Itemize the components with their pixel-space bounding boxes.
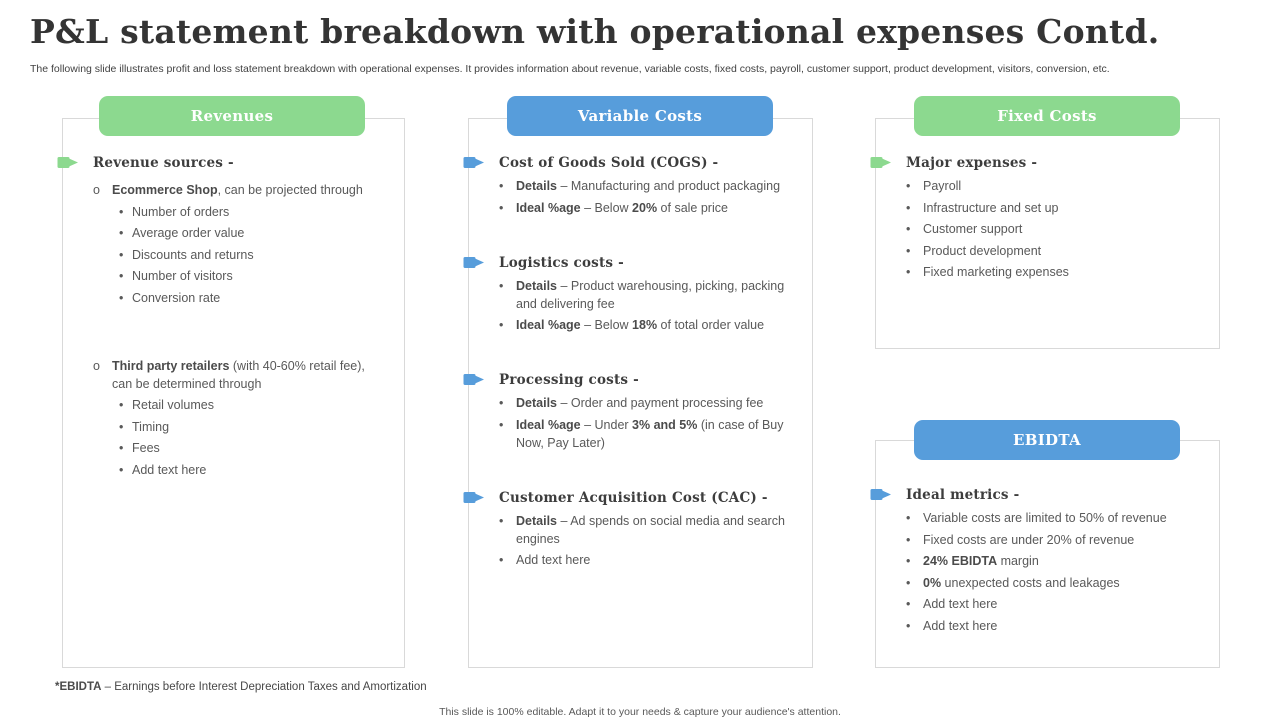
section-ideal-metrics bbox=[906, 487, 1197, 635]
list-item-text: Conversion rate bbox=[132, 290, 221, 305]
list-item bbox=[499, 277, 790, 313]
section-revenue-sources bbox=[93, 155, 382, 479]
bullet-marker: • bbox=[906, 179, 911, 193]
list-item bbox=[906, 220, 1197, 238]
list-item bbox=[906, 531, 1197, 549]
bullet-marker: • bbox=[119, 419, 124, 434]
arrow-marker-icon bbox=[870, 487, 893, 502]
list-item bbox=[119, 224, 382, 242]
section-heading: Processing costs - bbox=[499, 372, 639, 388]
panel-variable-costs-content bbox=[469, 119, 812, 667]
list-item-text: Details – Manufacturing and product packaging bbox=[516, 179, 781, 193]
section-major-expenses bbox=[906, 155, 1197, 281]
list-item bbox=[499, 512, 790, 548]
list-item-text: Infrastructure and set up bbox=[923, 200, 1059, 215]
bullet-list bbox=[499, 177, 790, 217]
bullet-marker: • bbox=[119, 269, 124, 283]
footnote-text: – Earnings before Interest Depreciation Taxes and Amortization bbox=[101, 681, 427, 693]
circle-marker: o bbox=[93, 358, 100, 373]
bullet-marker: • bbox=[906, 618, 911, 633]
list-item bbox=[119, 396, 382, 414]
revenue-group-third-party bbox=[93, 357, 382, 479]
list-item bbox=[119, 246, 382, 264]
list-item-text: Average order value bbox=[132, 226, 245, 240]
panel-ebidta-content bbox=[876, 441, 1219, 667]
list-item-text: Ideal %age – Under 3% and 5% (in case of Buy Now, Pay Later) bbox=[516, 417, 784, 450]
circle-marker: o bbox=[93, 183, 100, 197]
list-item-text: Number of orders bbox=[132, 204, 230, 219]
arrow-marker-icon bbox=[463, 372, 486, 387]
bullet-marker: • bbox=[906, 554, 911, 568]
section-heading: Major expenses - bbox=[906, 155, 1038, 171]
bullet-marker: • bbox=[499, 200, 504, 215]
list-item-text: Details – Product warehousing, picking, packing and delivering fee bbox=[516, 278, 785, 311]
list-item-text: Customer support bbox=[923, 222, 1023, 236]
list-item bbox=[499, 551, 790, 569]
bullet-marker: • bbox=[119, 398, 124, 412]
list-item-text: 24% EBIDTA margin bbox=[923, 554, 1039, 568]
section-heading: Customer Acquisition Cost (CAC) - bbox=[499, 489, 768, 506]
section-cogs bbox=[499, 155, 790, 217]
panel-ebidta bbox=[875, 440, 1220, 668]
bullet-list bbox=[499, 512, 790, 570]
list-item-text: Ideal %age – Below 20% of sale price bbox=[516, 200, 728, 215]
revenue-group-ecommerce bbox=[93, 181, 382, 307]
group-lead bbox=[93, 357, 382, 393]
list-item-text: Timing bbox=[132, 419, 170, 434]
bullet-marker: • bbox=[119, 441, 124, 455]
list-item-text: Retail volumes bbox=[132, 398, 214, 412]
bullet-list bbox=[906, 509, 1197, 635]
panel-fixed-costs-content bbox=[876, 119, 1219, 348]
group-lead-text: Third party retailers (with 40-60% retail fee), can be determined through bbox=[112, 358, 365, 391]
arrow-marker-icon bbox=[870, 155, 893, 170]
bullet-list bbox=[119, 396, 382, 479]
list-item bbox=[499, 416, 790, 452]
bullet-marker: • bbox=[906, 532, 911, 547]
panel-revenues bbox=[62, 118, 405, 668]
list-item bbox=[499, 394, 790, 412]
arrow-marker-icon bbox=[463, 155, 486, 170]
list-item-text: Add text here bbox=[132, 462, 207, 477]
list-item bbox=[906, 552, 1197, 570]
list-item-text: Add text here bbox=[923, 618, 998, 633]
list-item bbox=[906, 199, 1197, 217]
bullet-marker: • bbox=[499, 278, 504, 293]
bullet-marker: • bbox=[499, 179, 504, 193]
list-item-text: Details – Ad spends on social media and search engines bbox=[516, 513, 785, 546]
list-item bbox=[906, 263, 1197, 281]
list-item bbox=[906, 617, 1197, 635]
list-item-text: Add text here bbox=[516, 553, 591, 567]
section-heading: Cost of Goods Sold (COGS) - bbox=[499, 155, 719, 171]
section-processing bbox=[499, 372, 790, 452]
footnote-term: *EBIDTA bbox=[55, 681, 102, 693]
editable-note: This slide is 100% editable. Adapt it to your needs & capture your audience's attention. bbox=[439, 706, 841, 718]
list-item-text: Product development bbox=[923, 243, 1042, 258]
bullet-marker: • bbox=[499, 513, 504, 528]
list-item bbox=[906, 242, 1197, 260]
bullet-list bbox=[119, 203, 382, 307]
section-logistics bbox=[499, 255, 790, 335]
list-item bbox=[119, 418, 382, 436]
list-item-text: Payroll bbox=[923, 179, 962, 193]
arrow-marker-icon bbox=[463, 490, 486, 505]
bullet-marker: • bbox=[119, 226, 124, 240]
list-item bbox=[499, 316, 790, 334]
list-item-text: Fees bbox=[132, 441, 160, 455]
list-item-text: Discounts and returns bbox=[132, 247, 254, 262]
bullet-marker: • bbox=[119, 462, 124, 477]
panel-revenues-content bbox=[63, 119, 404, 667]
list-item bbox=[499, 177, 790, 195]
list-item bbox=[499, 199, 790, 217]
section-heading: Revenue sources - bbox=[93, 155, 234, 171]
group-lead-text: Ecommerce Shop, can be projected through bbox=[112, 183, 363, 197]
section-heading: Logistics costs - bbox=[499, 254, 624, 271]
section-cac bbox=[499, 490, 790, 570]
list-item bbox=[119, 289, 382, 307]
bullet-marker: • bbox=[906, 243, 911, 258]
list-item-text: Variable costs are limited to 50% of revenue bbox=[923, 511, 1167, 525]
bullet-marker: • bbox=[906, 597, 911, 611]
panel-fixed-costs bbox=[875, 118, 1220, 349]
bullet-marker: • bbox=[906, 265, 911, 279]
bullet-list bbox=[499, 394, 790, 452]
arrow-marker-icon bbox=[57, 155, 80, 170]
list-item-text: Details – Order and payment processing fee bbox=[516, 396, 764, 410]
footnote bbox=[55, 681, 427, 693]
list-item-text: Fixed marketing expenses bbox=[923, 265, 1069, 279]
list-item bbox=[906, 509, 1197, 527]
list-item bbox=[119, 267, 382, 285]
list-item bbox=[119, 203, 382, 221]
bullet-marker: • bbox=[499, 417, 504, 432]
bullet-list bbox=[906, 177, 1197, 281]
bullet-list bbox=[499, 277, 790, 335]
list-item-text: Ideal %age – Below 18% of total order value bbox=[516, 318, 765, 332]
list-item bbox=[119, 461, 382, 479]
section-heading: Ideal metrics - bbox=[906, 487, 1020, 503]
list-item bbox=[119, 439, 382, 457]
header-pill-variable-costs: Variable Costs bbox=[507, 96, 773, 136]
bullet-marker: • bbox=[499, 318, 504, 332]
header-pill-revenues: Revenues bbox=[99, 96, 365, 136]
page-title: P&L statement breakdown with operational expenses Contd. bbox=[30, 12, 1160, 51]
bullet-marker: • bbox=[499, 396, 504, 410]
list-item-text: Number of visitors bbox=[132, 269, 233, 283]
bullet-marker: • bbox=[906, 575, 911, 590]
list-item bbox=[906, 177, 1197, 195]
list-item bbox=[906, 574, 1197, 592]
bullet-marker: • bbox=[119, 290, 124, 305]
bullet-marker: • bbox=[906, 511, 911, 525]
list-item-text: Fixed costs are under 20% of revenue bbox=[923, 532, 1135, 547]
header-pill-fixed-costs: Fixed Costs bbox=[914, 96, 1180, 136]
group-lead bbox=[93, 181, 382, 199]
list-item bbox=[906, 595, 1197, 613]
list-item-text: Add text here bbox=[923, 597, 998, 611]
list-item-text: 0% unexpected costs and leakages bbox=[923, 575, 1120, 590]
bullet-marker: • bbox=[906, 222, 911, 236]
bullet-marker: • bbox=[119, 247, 124, 262]
panel-variable-costs bbox=[468, 118, 813, 668]
header-pill-ebidta: EBIDTA bbox=[914, 420, 1180, 460]
slide-subtitle: The following slide illustrates profit and loss statement breakdown with operational expenses. It provides information about revenue, variable costs, fixed costs, payroll, customer support, product development, visitors, conversion, etc. bbox=[30, 63, 1110, 75]
bullet-marker: • bbox=[906, 200, 911, 215]
bullet-marker: • bbox=[499, 553, 504, 567]
bullet-marker: • bbox=[119, 204, 124, 219]
arrow-marker-icon bbox=[463, 255, 486, 270]
